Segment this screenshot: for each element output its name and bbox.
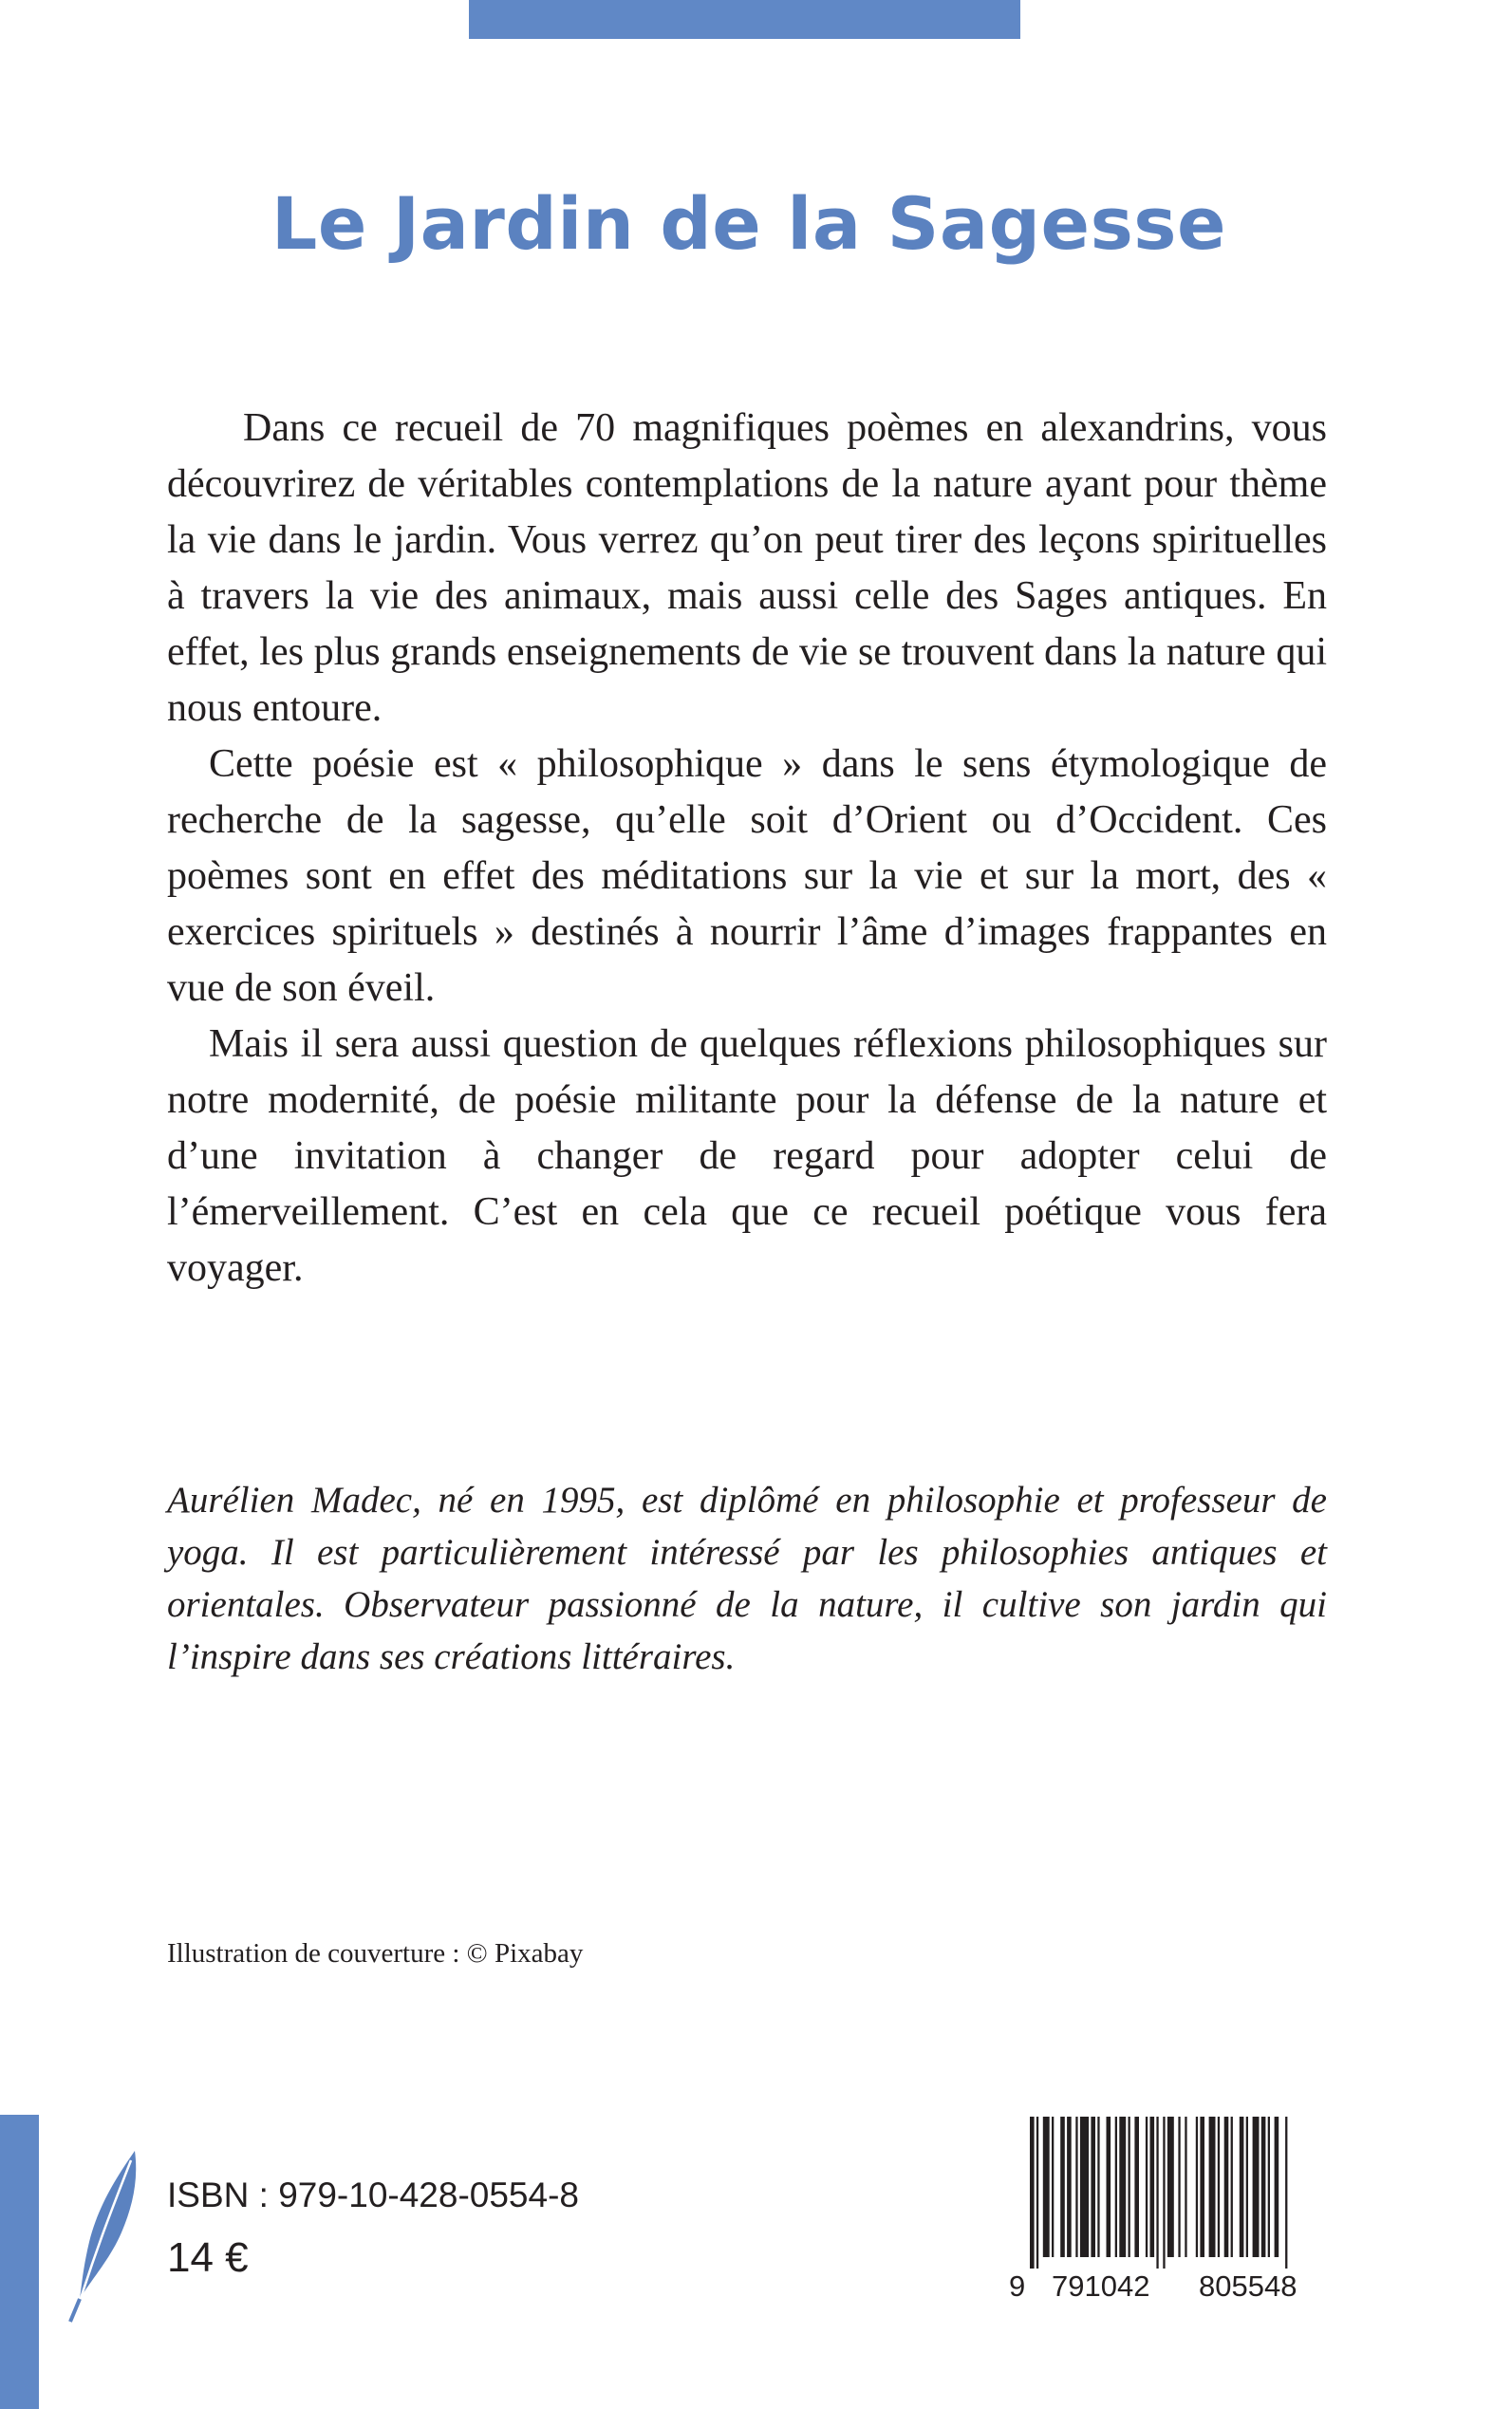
barcode-bar: [1218, 2117, 1220, 2257]
blurb-paragraph: Dans ce recueil de 70 magnifiques poèmes en alexandrins, vous découvrirez de véritables contemplations de la nature ayant pour thème la vie dans le jardin. Vous verrez qu’on peut tirer des leçons spirituelles à travers la vie des animaux, mais aussi celle des Sages antiques. En effet, les plus grands enseignements de vie se trouvent dans la nature qui nous entoure.: [167, 406, 1327, 730]
barcode-bar: [1060, 2117, 1065, 2257]
barcode-bar: [1253, 2117, 1260, 2257]
barcode-bar: [1030, 2117, 1035, 2269]
barcode-bar: [1209, 2117, 1216, 2257]
barcode-bar: [1285, 2117, 1287, 2269]
barcode-bar: [1067, 2117, 1072, 2257]
book-title: Le Jardin de la Sagesse: [271, 181, 1227, 266]
isbn: ISBN : 979-10-428-0554-8: [167, 2176, 579, 2214]
barcode-bar: [1246, 2117, 1248, 2257]
barcode-digit-first: 9: [1009, 2269, 1026, 2303]
barcode-bar: [1119, 2117, 1126, 2257]
cover-credit: Illustration de couverture : © Pixabay: [167, 1938, 584, 1969]
barcode-bar: [1129, 2117, 1130, 2257]
barcode-bar: [1163, 2117, 1165, 2269]
barcode-bar: [1224, 2117, 1229, 2257]
barcode-bar: [1200, 2117, 1204, 2257]
barcode: [1009, 2117, 1327, 2269]
price: 14 €: [167, 2234, 249, 2281]
barcode-bar: [1115, 2117, 1117, 2257]
author-bio: Aurélien Madec, né en 1995, est diplômé en philosophie et professeur de yoga. Il est particulièrement intéressé par les philosophies antiques et orientales. Observateur passionné de la nature, il cultive son jardin qui l’inspire dans ses créations littéraires.: [167, 1480, 1327, 1677]
book-blurb: [167, 401, 1327, 1297]
barcode-bar: [1268, 2117, 1270, 2257]
barcode-bar: [1156, 2117, 1158, 2269]
barcode-bar: [1146, 2117, 1148, 2257]
barcode-bar: [1036, 2117, 1038, 2269]
barcode-bar: [1080, 2117, 1089, 2257]
barcode-digits-left: 791042: [1052, 2269, 1150, 2303]
barcode-bar: [1275, 2117, 1279, 2257]
barcode-bar: [1107, 2117, 1111, 2257]
barcode-bar: [1261, 2117, 1266, 2257]
barcode-bar: [1150, 2117, 1155, 2257]
top-accent-bar: [469, 0, 1020, 39]
blurb-paragraph: Mais il sera aussi question de quelques réflexions philosophiques sur notre modernité, de poésie militante pour la défense de la nature et d’une invitation à changer de regard pour adopter celui de l’émerveillement. C’est en cela que ce recueil poétique vous fera voyager.: [167, 1022, 1327, 1290]
barcode-bar: [1075, 2117, 1077, 2257]
barcode-digits-right: 805548: [1199, 2269, 1297, 2303]
side-accent-bar: [0, 2115, 39, 2409]
barcode-bar: [1167, 2117, 1174, 2257]
barcode-bar: [1052, 2117, 1054, 2257]
barcode-bar: [1196, 2117, 1198, 2257]
barcode-bar: [1240, 2117, 1244, 2257]
barcode-bar: [1231, 2117, 1233, 2257]
feather-icon: [61, 2147, 142, 2324]
barcode-bar: [1097, 2117, 1099, 2257]
barcode-bar: [1091, 2117, 1095, 2257]
barcode-bar: [1134, 2117, 1139, 2257]
barcode-bar: [1043, 2117, 1050, 2257]
barcode-bar: [1178, 2117, 1180, 2257]
barcode-bar: [1185, 2117, 1186, 2257]
blurb-paragraph: Cette poésie est « philosophique » dans le sens étymologique de recherche de la sagesse, qu’elle soit d’Orient ou d’Occident. Ces poèmes sont en effet des méditations sur la vie et sur la mort, des « exercices spirituels » destinés à nourrir l’âme d’images frappantes en vue de son éveil.: [167, 742, 1327, 1010]
